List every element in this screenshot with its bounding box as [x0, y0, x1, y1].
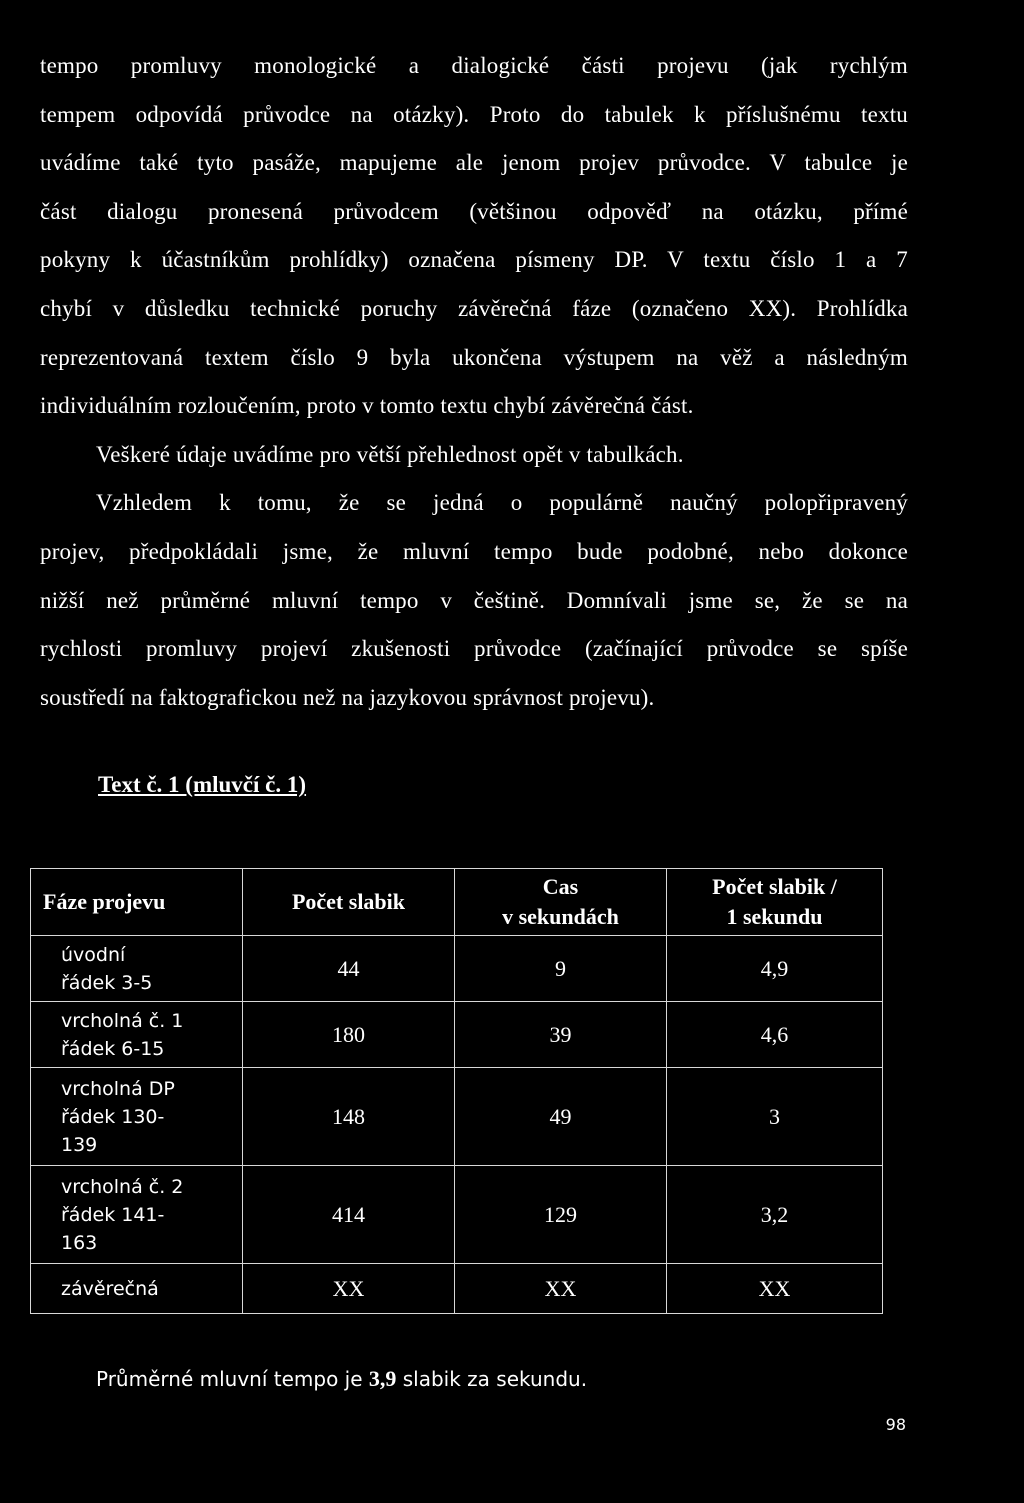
text-line: uvádíme také tyto pasáže, mapujeme ale jenom projev průvodce. V tabulce je: [40, 150, 908, 176]
cell-seconds: 129: [455, 1166, 667, 1264]
phase-line: úvodní: [61, 943, 126, 966]
header-syllables: Počet slabik: [243, 869, 455, 936]
cell-phase: [31, 1264, 243, 1314]
body-text: [40, 42, 908, 722]
text-line: Veškeré údaje uvádíme pro větší přehlednost opět v tabulkách.: [96, 441, 684, 467]
header-seconds: [455, 869, 667, 936]
text-line: soustředí na faktografickou než na jazykovou správnost projevu).: [40, 684, 655, 710]
header-rate-line1: Počet slabik /: [712, 874, 837, 899]
summary-suffix: slabik za sekundu.: [396, 1367, 588, 1391]
text-line: individuálním rozloučením, proto v tomto textu chybí závěrečná část.: [40, 393, 694, 419]
header-seconds-line2: v sekundách: [502, 904, 619, 929]
phase-line: řádek 130-: [61, 1105, 165, 1128]
cell-seconds: 49: [455, 1068, 667, 1166]
cell-phase: [31, 1002, 243, 1068]
table-row: [31, 1166, 883, 1264]
table-row: [31, 1002, 883, 1068]
cell-syllables: 44: [243, 936, 455, 1002]
text-line: tempem odpovídá průvodce na otázky). Proto do tabulek k příslušnému textu: [40, 101, 908, 127]
text-line: tempo promluvy monologické a dialogické části projevu (jak rychlým: [40, 53, 908, 78]
text-line: rychlosti promluvy projeví zkušenosti průvodce (začínající průvodce se spíše: [40, 636, 908, 662]
header-rate: [667, 869, 883, 936]
cell-rate: 4,9: [667, 936, 883, 1002]
table-row: [31, 1264, 883, 1314]
phase-line: řádek 6-15: [61, 1037, 165, 1060]
phase-line: závěrečná: [61, 1277, 159, 1300]
cell-phase: [31, 1166, 243, 1264]
cell-seconds: 39: [455, 1002, 667, 1068]
summary-sentence: [96, 1366, 587, 1392]
phase-line: vrcholná DP: [61, 1077, 175, 1100]
header-rate-line2: 1 sekundu: [726, 904, 823, 929]
summary-prefix: Průměrné mluvní tempo je: [96, 1367, 369, 1391]
cell-rate: 3: [667, 1068, 883, 1166]
cell-rate: XX: [667, 1264, 883, 1314]
cell-syllables: XX: [243, 1264, 455, 1314]
phase-line: vrcholná č. 2: [61, 1175, 184, 1198]
cell-seconds: XX: [455, 1264, 667, 1314]
page-number: 98: [885, 1415, 906, 1434]
text-line: nižší než průměrné mluvní tempo v češtině. Domnívali jsme se, že se na: [40, 587, 908, 613]
table-row: [31, 936, 883, 1002]
header-seconds-line1: Cas: [542, 874, 579, 899]
phase-line: 139: [61, 1133, 98, 1156]
text-line: část dialogu pronesená průvodcem (většinou odpověď na otázku, přímé: [40, 198, 908, 224]
cell-syllables: 180: [243, 1002, 455, 1068]
cell-phase: [31, 1068, 243, 1166]
speech-tempo-table: [30, 868, 883, 1314]
phase-line: řádek 141-: [61, 1203, 165, 1226]
cell-rate: 3,2: [667, 1166, 883, 1264]
cell-syllables: 414: [243, 1166, 455, 1264]
phase-line: vrcholná č. 1: [61, 1009, 184, 1032]
table-row: [31, 1068, 883, 1166]
cell-phase: [31, 936, 243, 1002]
cell-syllables: 148: [243, 1068, 455, 1166]
table-header-row: [31, 869, 883, 936]
cell-rate: 4,6: [667, 1002, 883, 1068]
cell-seconds: 9: [455, 936, 667, 1002]
text-line: reprezentovaná textem číslo 9 byla ukončena výstupem na věž a následným: [40, 344, 908, 370]
phase-line: řádek 3-5: [61, 971, 153, 994]
text-line: chybí v důsledku technické poruchy závěrečná fáze (označeno XX). Prohlídka: [40, 295, 908, 321]
text-line: projev, předpokládali jsme, že mluvní tempo bude podobné, nebo dokonce: [40, 538, 908, 564]
phase-line: 163: [61, 1231, 98, 1254]
summary-value: 3,9: [368, 1366, 397, 1391]
text-line: pokyny k účastníkům prohlídky) označena písmeny DP. V textu číslo 1 a 7: [40, 247, 908, 273]
text-line: Vzhledem k tomu, že se jedná o populárně naučný polopřipravený: [96, 490, 908, 516]
section-title: Text č. 1 (mluvčí č. 1): [98, 772, 307, 797]
header-phase: Fáze projevu: [31, 869, 243, 936]
